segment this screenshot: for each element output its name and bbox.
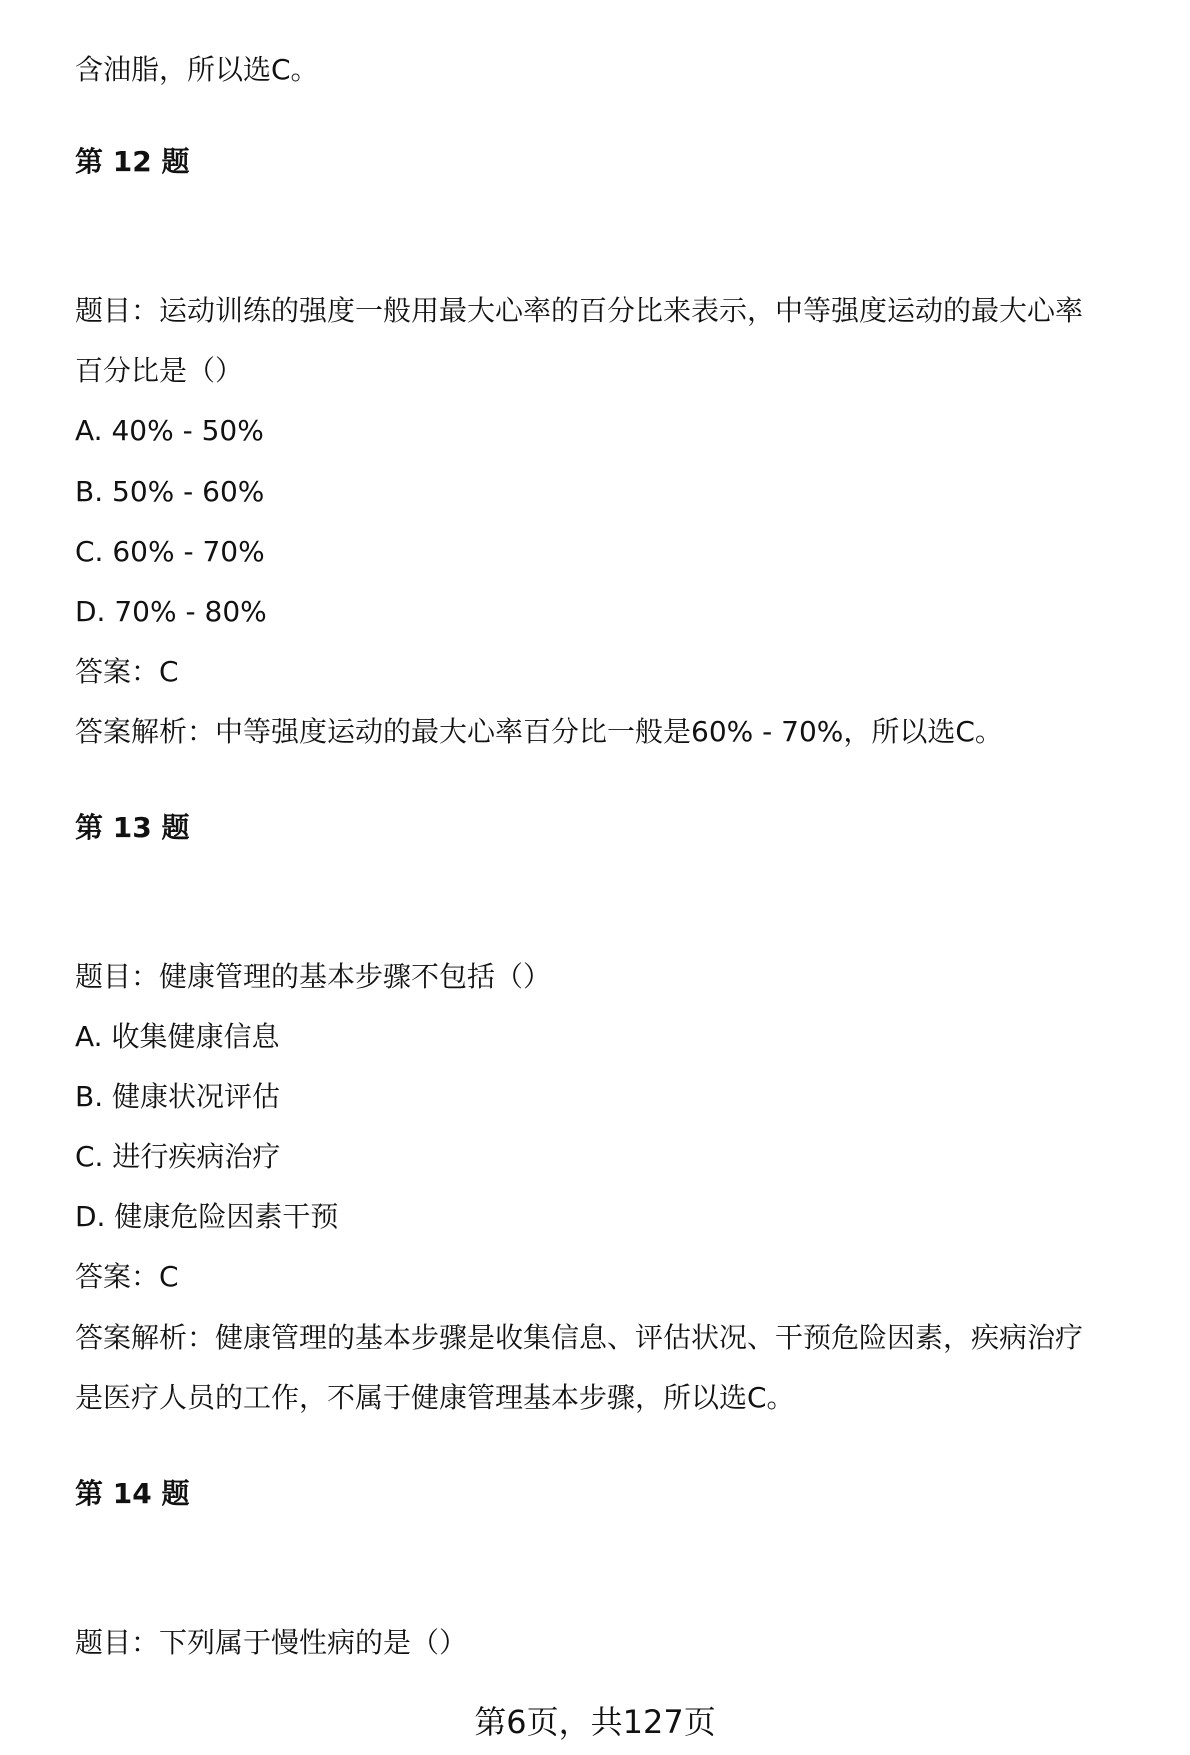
question-12-heading: 第 12 题 (75, 145, 190, 178)
question-14-heading: 第 14 题 (75, 1477, 190, 1510)
previous-analysis-continuation: 含油脂，所以选C。 (75, 53, 319, 86)
question-12-option-c: C. 60% - 70% (75, 535, 265, 568)
question-13-option-d: D. 健康危险因素干预 (75, 1200, 339, 1233)
question-13-option-b: B. 健康状况评估 (75, 1080, 281, 1113)
question-14-stem: 题目：下列属于慢性病的是（） (75, 1626, 468, 1659)
question-12-stem-continued: 百分比是（） (75, 354, 244, 387)
question-13-analysis: 答案解析：健康管理的基本步骤是收集信息、评估状况、干预危险因素，疾病治疗 (75, 1321, 1084, 1354)
question-13-option-a: A. 收集健康信息 (75, 1020, 280, 1053)
page-footer: 第6页，共127页 (474, 1703, 716, 1741)
question-12-option-b: B. 50% - 60% (75, 475, 265, 508)
question-12-option-a: A. 40% - 50% (75, 414, 264, 447)
question-12-answer: 答案：C (75, 655, 179, 688)
question-13-answer: 答案：C (75, 1260, 179, 1293)
question-13-analysis-continued: 是医疗人员的工作，不属于健康管理基本步骤，所以选C。 (75, 1381, 795, 1414)
question-13-option-c: C. 进行疾病治疗 (75, 1140, 281, 1173)
question-12-analysis: 答案解析：中等强度运动的最大心率百分比一般是60% - 70%，所以选C。 (75, 715, 1003, 748)
question-12-option-d: D. 70% - 80% (75, 595, 267, 628)
question-13-stem: 题目：健康管理的基本步骤不包括（） (75, 960, 552, 993)
question-12-stem: 题目：运动训练的强度一般用最大心率的百分比来表示，中等强度运动的最大心率 (75, 294, 1084, 327)
question-13-heading: 第 13 题 (75, 811, 190, 844)
